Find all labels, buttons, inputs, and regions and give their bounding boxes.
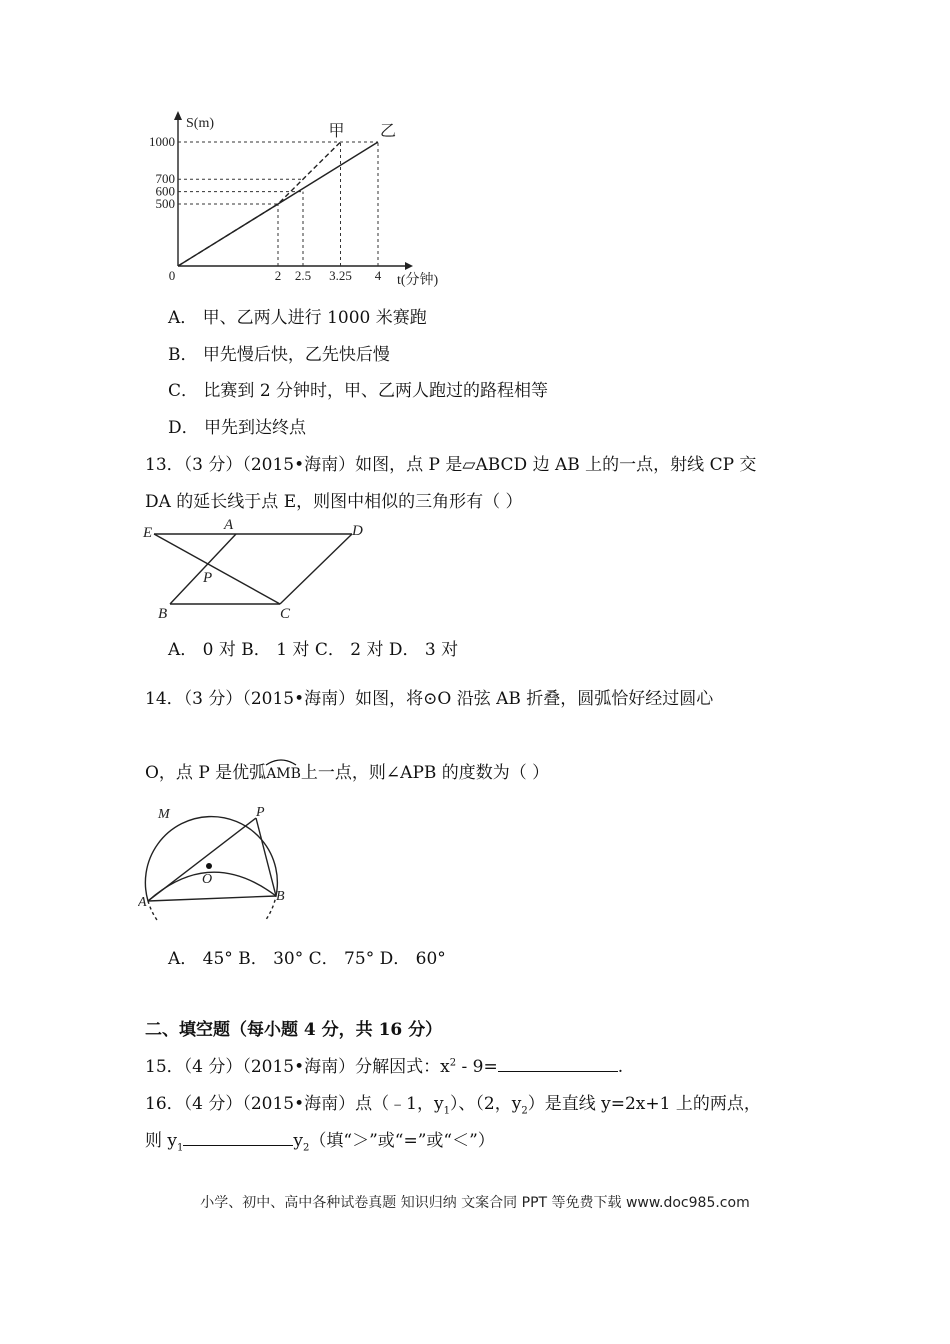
x-tick-label-4: 4 — [374, 268, 382, 283]
segment-AP — [148, 818, 256, 901]
chart-plot — [149, 111, 439, 288]
q16-text-line1 — [145, 1089, 761, 1116]
distance-time-chart — [135, 110, 475, 295]
label-B: B — [158, 606, 168, 622]
y-axis-label: S(m) — [186, 116, 214, 131]
y-tick-label-700: 700 — [155, 171, 175, 187]
label-A: A — [138, 895, 147, 910]
q12-option-b: B． 甲先慢后快，乙先快后慢 — [168, 345, 390, 365]
y-axis-arrow-icon — [174, 111, 182, 120]
parallelogram-figure — [140, 515, 380, 625]
q14-options: A． 45° B． 30° C． 75° D． 60° — [168, 949, 446, 969]
q16-sub1: 1 — [443, 1105, 450, 1117]
q15-sup: 2 — [449, 1057, 457, 1069]
q13-text-line1: 13．（3 分）（2015•海南）如图，点 P 是▱ABCD 边 AB 上的一点，射线 CP 交 — [145, 455, 757, 475]
arc-amb-label: AMB — [266, 766, 301, 782]
x-tick-label-0: 0 — [168, 268, 176, 283]
q12-option-d: D． 甲先到达终点 — [168, 418, 307, 438]
q14-text-line1: 14．（3 分）（2015•海南）如图，将⊙O 沿弦 AB 折叠，圆弧恰好经过圆心 — [145, 689, 714, 709]
label-M: M — [158, 807, 170, 822]
q16-line1-a: 16．（4 分）（2015•海南）点（﹣1，y — [145, 1094, 444, 1114]
y-tick-label-500: 500 — [155, 196, 175, 211]
q15-text — [145, 1052, 623, 1077]
q16-answer-blank[interactable] — [183, 1128, 293, 1146]
q13-options: A． 0 对 B． 1 对 C． 2 对 D． 3 对 — [168, 640, 459, 660]
q16-line2-y2: y — [293, 1131, 303, 1151]
q14-text-line2-pre: O，点 P 是优弧 — [145, 763, 267, 783]
segment-AB — [170, 534, 236, 604]
q15-pre: 15．（4 分）（2015•海南）分解因式：x — [145, 1057, 450, 1077]
x-tick-label-2: 2 — [274, 268, 282, 283]
q16-text-line2 — [145, 1126, 495, 1153]
label-A: A — [224, 517, 234, 533]
q16-line2-sub2: 2 — [303, 1142, 310, 1154]
section-title: 二、填空题（每小题 4 分，共 16 分） — [145, 1020, 443, 1040]
y-tick-label-1000: 1000 — [149, 134, 175, 149]
label-C: C — [280, 606, 291, 622]
q15-mid: - 9= — [456, 1057, 498, 1077]
q16-line2-post: （填“＞”或“=”或“＜”） — [309, 1131, 495, 1151]
label-P: P — [203, 570, 213, 586]
q12-option-a: A． 甲、乙两人进行 1000 米赛跑 — [168, 308, 427, 328]
label-P: P — [256, 805, 265, 820]
q15-post: . — [617, 1057, 624, 1077]
page-footer: 小学、初中、高中各种试卷真题 知识归纳 文案合同 PPT 等免费下载 www.doc985.com — [200, 1195, 750, 1211]
label-D: D — [352, 523, 363, 539]
x-axis-label: t(分钟) — [397, 273, 439, 288]
label-O: O — [202, 872, 213, 887]
q12-option-c: C． 比赛到 2 分钟时，甲、乙两人跑过的路程相等 — [168, 381, 549, 401]
q14-text-line2-post: 上一点，则∠APB 的度数为（ ） — [300, 763, 550, 783]
x-tick-label-2.5: 2.5 — [294, 268, 312, 283]
q16-line2-sub1: 1 — [177, 1142, 184, 1154]
arc-amb — [266, 763, 301, 783]
label-E: E — [143, 525, 153, 541]
q16-line1-b: ）、（2，y — [449, 1094, 522, 1114]
x-tick-label-3.25: 3.25 — [329, 268, 352, 283]
y-tick-label-600: 600 — [155, 183, 175, 199]
chord-AB — [148, 896, 276, 901]
q14-text-line2 — [145, 758, 549, 783]
arc-mark-icon — [264, 756, 298, 766]
q16-line1-c: ）是直线 y=2x+1 上的两点， — [527, 1094, 761, 1114]
x-axis-arrow-icon — [405, 262, 413, 270]
center-point-O — [206, 863, 212, 869]
q13-text-line2: DA 的延长线于点 E，则图中相似的三角形有（ ） — [145, 492, 523, 512]
series-label-0: 甲 — [328, 123, 345, 140]
segment-DC — [280, 534, 352, 604]
label-B: B — [276, 889, 285, 904]
segment-EC — [154, 534, 280, 604]
series-label-1: 乙 — [380, 123, 397, 140]
q16-line2-pre: 则 y — [145, 1131, 178, 1151]
q16-sub2: 2 — [521, 1105, 528, 1117]
q15-answer-blank[interactable] — [498, 1054, 618, 1072]
circle-figure — [138, 796, 298, 921]
